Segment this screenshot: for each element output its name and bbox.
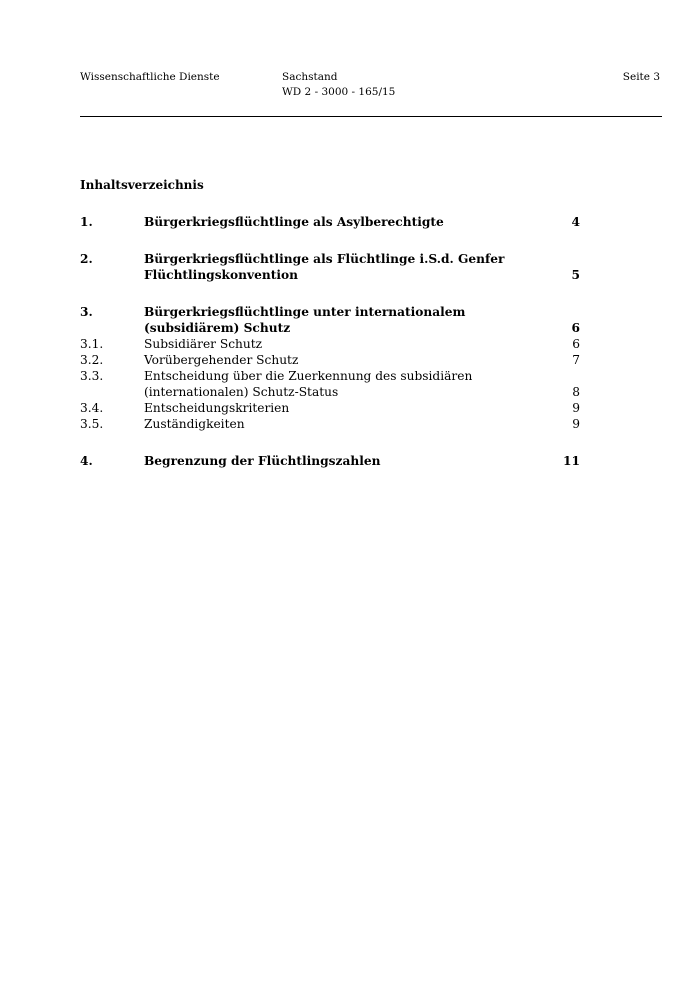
toc-entry-page: 4 [571,215,580,229]
toc-entry-number: 1. [80,215,93,229]
toc-entry-page: 8 [572,385,580,399]
toc-entry-page: 7 [572,353,580,367]
toc-entry-number: 3. [80,305,93,319]
toc-entry-page: 5 [571,268,580,282]
toc-entry-title-line: Bürgerkriegsflüchtlinge als Flüchtlinge i.S.d. Genfer [144,252,505,266]
toc-entry-title: Vorübergehender Schutz [144,353,299,367]
toc-entry-4[interactable] [80,453,580,469]
toc-entry-title-line: (subsidiärem) Schutz [144,321,291,335]
toc-entry-3-5[interactable] [80,416,580,432]
toc-entry-3-1[interactable] [80,336,580,352]
toc-entry-number: 3.4. [80,401,104,415]
toc-entry-title [144,304,540,336]
toc-entry-3-3[interactable] [80,368,580,400]
toc-entry-1[interactable] [80,214,580,230]
header-document-info [282,70,395,100]
toc-entry-title-line: Entscheidung über die Zuerkennung des subsidiären [144,369,473,383]
header-divider [80,116,662,117]
toc-entry-number: 3.3. [80,369,104,383]
toc-entry-3-2[interactable] [80,352,580,368]
toc-entry-title: Subsidiärer Schutz [144,337,263,351]
toc-entry-title-line: (internationalen) Schutz-Status [144,385,339,399]
toc-entry-number: 3.2. [80,353,104,367]
header-page-number: Seite 3 [622,71,660,83]
toc-entry-page: 11 [563,454,580,468]
toc-entry-number: 3.5. [80,417,104,431]
toc-entry-title [144,251,540,283]
toc-entry-number: 2. [80,252,93,266]
header-organization: Wissenschaftliche Dienste [80,71,220,83]
toc-entry-page: 6 [571,321,580,335]
toc-entry-title: Bürgerkriegsflüchtlinge als Asylberechtigte [144,215,444,229]
toc-entry-title: Begrenzung der Flüchtlingszahlen [144,454,381,468]
toc-entry-title-line: Flüchtlingskonvention [144,268,298,282]
toc-entry-page: 9 [572,417,580,431]
toc-entry-title: Zuständigkeiten [144,417,245,431]
toc-entry-page: 6 [572,337,580,351]
toc-entry-title-line: Bürgerkriegsflüchtlinge unter internationalem [144,305,466,319]
toc-entry-number: 3.1. [80,337,104,351]
toc-entry-3-4[interactable] [80,400,580,416]
table-of-contents [80,214,580,490]
toc-entry-title: Entscheidungskriterien [144,401,290,415]
toc-entry-number: 4. [80,454,93,468]
header-document-type: Sachstand [282,71,338,83]
toc-title: Inhaltsverzeichnis [80,178,204,192]
toc-entry-page: 9 [572,401,580,415]
toc-entry-2[interactable] [80,251,580,283]
toc-entry-3[interactable] [80,304,580,336]
toc-entry-title [144,368,540,400]
header-reference-number: WD 2 - 3000 - 165/15 [282,86,396,98]
